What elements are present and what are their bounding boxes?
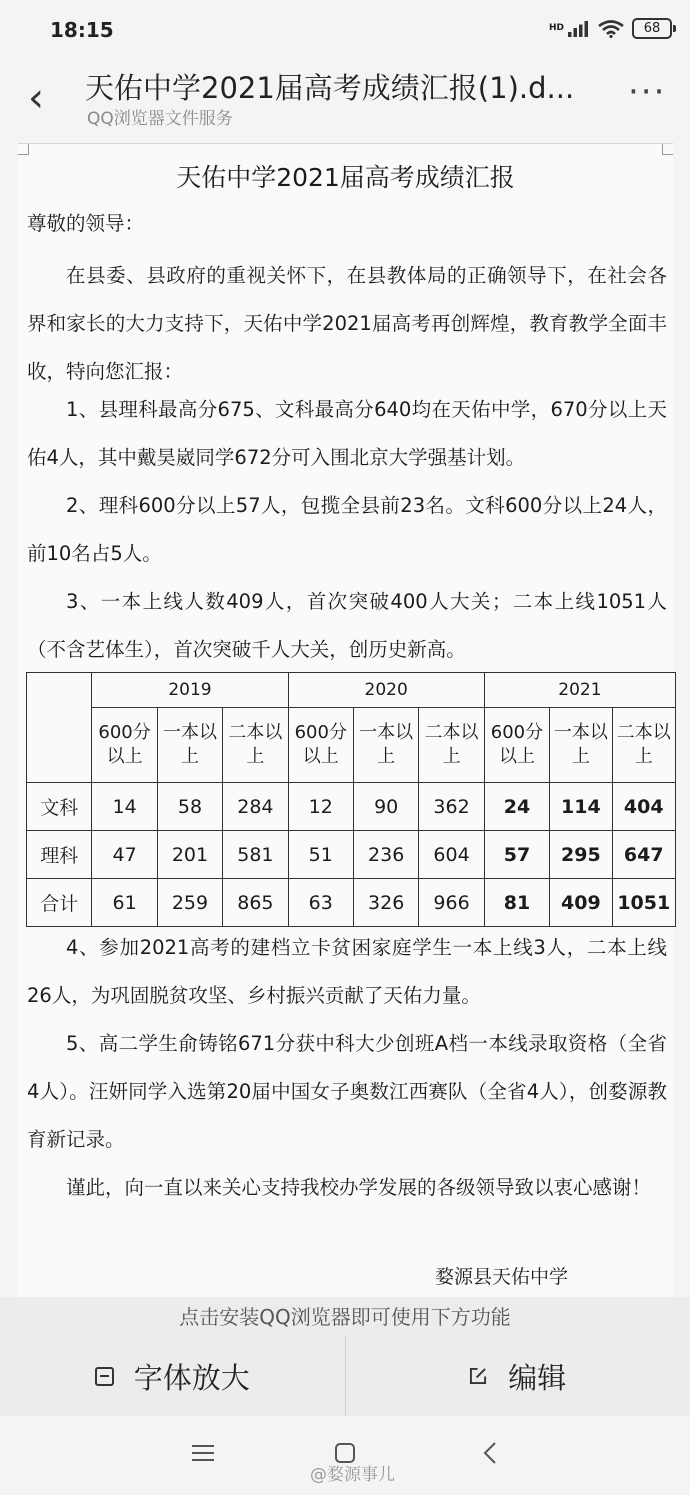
install-prompt: 点击安装QQ浏览器即可使用下方功能	[0, 1297, 690, 1341]
table-row	[27, 783, 676, 831]
document-subtitle: QQ浏览器文件服务	[87, 109, 233, 129]
table-cell: 1051	[612, 879, 675, 927]
paragraph-closing: 谨此，向一直以来关心支持我校办学发展的各级领导致以衷心感谢！	[66, 1176, 652, 1199]
table-cell: 114	[550, 783, 612, 831]
table-cell: 259	[157, 879, 222, 927]
table-cell: 58	[157, 783, 222, 831]
title-bar	[0, 60, 690, 140]
document-title: 天佑中学2021届高考成绩汇报(1).d...	[85, 71, 575, 105]
font-enlarge-label: 字体放大	[133, 1360, 250, 1395]
table-cell: 47	[92, 831, 157, 879]
document-heading: 天佑中学2021届高考成绩汇报	[176, 163, 515, 192]
year-header: 2019	[92, 673, 288, 708]
table-cell: 295	[550, 831, 612, 879]
paragraph-intro: 在县委、县政府的重视关怀下，在县教体局的正确领导下，在社会各界和家长的大力支持下，天佑中学2021届高考再创辉煌，教育教学全面丰收，特向您汇报：	[27, 264, 667, 383]
table-subheader-row	[27, 708, 676, 783]
year-header: 2020	[288, 673, 484, 708]
network-type-label: HD	[548, 23, 564, 33]
subheader-cell: 二本以上	[223, 708, 288, 783]
crop-mark	[662, 144, 673, 155]
edit-icon	[469, 1367, 488, 1385]
table-cell: 647	[612, 831, 675, 879]
table-row	[27, 879, 676, 927]
table-cell: 51	[288, 831, 353, 879]
back-icon[interactable]	[483, 1442, 497, 1464]
row-label: 合计	[27, 879, 92, 927]
table-cell: 236	[353, 831, 418, 879]
subheader-cell: 600分以上	[92, 708, 157, 783]
table-cell: 12	[288, 783, 353, 831]
table-cell: 581	[223, 831, 288, 879]
subheader-cell: 600分以上	[288, 708, 353, 783]
subheader-cell: 二本以上	[612, 708, 675, 783]
signature: 婺源县天佑中学	[435, 1266, 569, 1288]
subheader-cell: 600分以上	[484, 708, 549, 783]
table-cell: 63	[288, 879, 353, 927]
table-cell: 604	[419, 831, 484, 879]
wifi-icon	[598, 20, 624, 38]
more-options-icon[interactable]: ···	[628, 72, 667, 112]
table-cell: 284	[223, 783, 288, 831]
table-year-row	[27, 673, 676, 708]
paragraph-1: 1、县理科最高分675、文科最高分640均在天佑中学，670分以上天佑4人，其中戴昊崴同学672分可入围北京大学强基计划。	[27, 398, 667, 469]
status-icons	[549, 18, 672, 39]
table-corner-cell	[27, 673, 92, 783]
salutation: 尊敬的领导：	[27, 212, 145, 235]
table-cell: 326	[353, 879, 418, 927]
table-row	[27, 831, 676, 879]
table-cell: 61	[92, 879, 157, 927]
crop-mark	[18, 144, 29, 155]
table-cell: 24	[484, 783, 549, 831]
font-enlarge-button[interactable]	[0, 1336, 345, 1416]
table-cell: 201	[157, 831, 222, 879]
table-cell: 966	[419, 879, 484, 927]
edit-button[interactable]	[345, 1336, 690, 1416]
paragraph-2: 2、理科600分以上57人，包揽全县前23名。文科600分以上24人，前10名占5人。	[27, 494, 667, 565]
paragraph-3: 3、一本上线人数409人，首次突破400人大关；二本上线1051人（不含艺体生），首次突破千人大关，创历史新高。	[27, 590, 667, 661]
document-page	[18, 143, 673, 1299]
paragraph-5: 5、高二学生俞铸铭671分获中科大少创班A档一本线录取资格（全省4人）。汪妍同学入选第20届中国女子奥数江西赛队（全省4人），创婺源教育新记录。	[27, 1032, 667, 1151]
font-size-icon	[95, 1367, 114, 1386]
menu-icon[interactable]	[192, 1445, 214, 1461]
table-cell: 362	[419, 783, 484, 831]
battery-icon: 68	[632, 18, 672, 39]
table-cell: 14	[92, 783, 157, 831]
table-cell: 409	[550, 879, 612, 927]
edit-label: 编辑	[508, 1360, 567, 1395]
signal-icon	[568, 21, 590, 37]
watermark: @婺源事儿	[310, 1465, 395, 1485]
subheader-cell: 一本以上	[550, 708, 612, 783]
table-cell: 57	[484, 831, 549, 879]
status-bar	[0, 0, 690, 60]
subheader-cell: 一本以上	[157, 708, 222, 783]
subheader-cell: 二本以上	[419, 708, 484, 783]
row-label: 理科	[27, 831, 92, 879]
table-cell: 404	[612, 783, 675, 831]
status-time: 18:15	[50, 18, 114, 42]
action-bar	[0, 1336, 690, 1416]
back-arrow-icon[interactable]: ‹	[28, 75, 44, 121]
paragraph-4: 4、参加2021高考的建档立卡贫困家庭学生一本上线3人，二本上线26人，为巩固脱贫攻坚、乡村振兴贡献了天佑力量。	[27, 936, 667, 1007]
table-cell: 865	[223, 879, 288, 927]
subheader-cell: 一本以上	[353, 708, 418, 783]
table-cell: 90	[353, 783, 418, 831]
row-label: 文科	[27, 783, 92, 831]
scores-table	[26, 672, 676, 927]
table-cell: 81	[484, 879, 549, 927]
year-header: 2021	[484, 673, 675, 708]
